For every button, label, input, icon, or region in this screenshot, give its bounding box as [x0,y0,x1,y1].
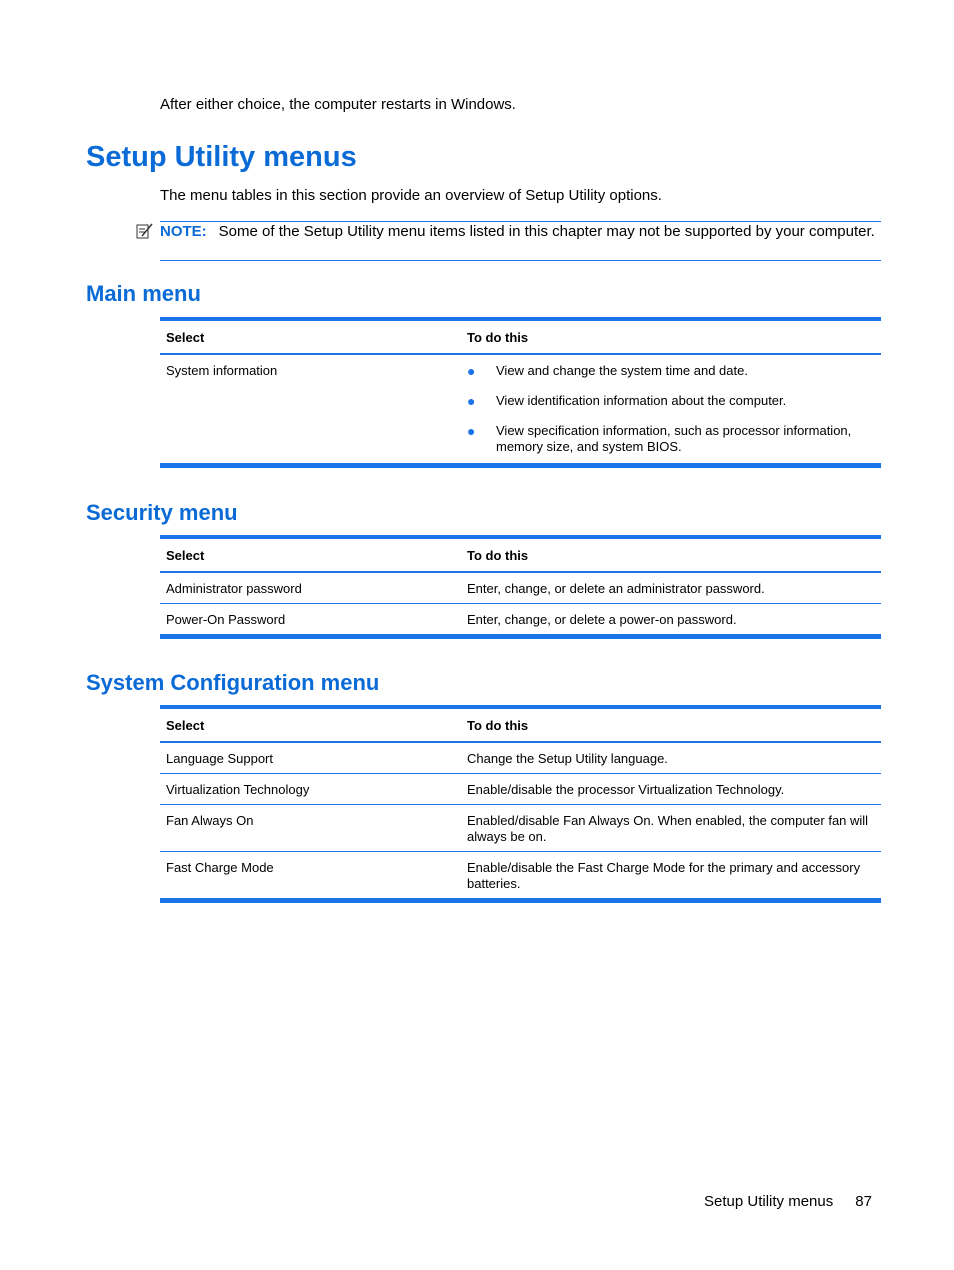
todo-cell: Enable/disable the Fast Charge Mode for the primary and accessory batteries. [461,852,881,901]
column-header-select: Select [160,537,461,572]
bullet-list [467,363,875,455]
page-footer [704,1193,872,1211]
list-item-text: View specification information, such as processor information, memory size, and system BIOS. [496,423,852,454]
list-item-text: View and change the system time and date. [496,363,748,378]
bullet-icon: ● [467,423,476,439]
table-row [160,805,881,852]
note-text: Some of the Setup Utility menu items listed in this chapter may not be supported by your computer. [218,223,875,240]
system-config-menu-heading: System Configuration menu [86,670,380,695]
table-row [160,354,881,466]
select-cell: System information [160,354,461,466]
todo-cell: Enter, change, or delete an administrator password. [461,572,881,604]
main-menu-heading: Main menu [86,281,201,306]
intro-text: After either choice, the computer restarts in Windows. [160,96,516,113]
footer-section-title: Setup Utility menus [704,1193,834,1210]
page-title: Setup Utility menus [86,141,357,173]
list-item [467,423,875,455]
security-menu-table [160,535,881,639]
table-row [160,852,881,901]
note-label: NOTE: [160,223,207,240]
column-header-select: Select [160,707,461,742]
main-menu-table [160,317,881,468]
bullet-icon: ● [467,363,476,379]
todo-cell: Change the Setup Utility language. [461,742,881,774]
page-number: 87 [855,1193,872,1210]
todo-cell [461,354,881,466]
todo-cell: Enter, change, or delete a power-on password. [461,604,881,637]
note-pencil-icon [136,222,153,239]
select-cell: Fan Always On [160,805,461,852]
table-row [160,742,881,774]
todo-cell: Enable/disable the processor Virtualization Technology. [461,774,881,805]
security-menu-heading: Security menu [86,500,238,525]
system-config-menu-table [160,705,881,903]
select-cell: Language Support [160,742,461,774]
list-item [467,363,875,379]
lead-paragraph: The menu tables in this section provide an overview of Setup Utility options. [160,187,662,204]
column-header-select: Select [160,319,461,354]
select-cell: Administrator password [160,572,461,604]
list-item-text: View identification information about the computer. [496,393,787,408]
table-row [160,572,881,604]
todo-cell: Enabled/disable Fan Always On. When enabled, the computer fan will always be on. [461,805,881,852]
bullet-icon: ● [467,393,476,409]
column-header-todo: To do this [461,319,881,354]
list-item [467,393,875,409]
note-box [160,221,881,261]
column-header-todo: To do this [461,707,881,742]
select-cell: Power-On Password [160,604,461,637]
column-header-todo: To do this [461,537,881,572]
table-row [160,774,881,805]
select-cell: Virtualization Technology [160,774,461,805]
select-cell: Fast Charge Mode [160,852,461,901]
table-row [160,604,881,637]
